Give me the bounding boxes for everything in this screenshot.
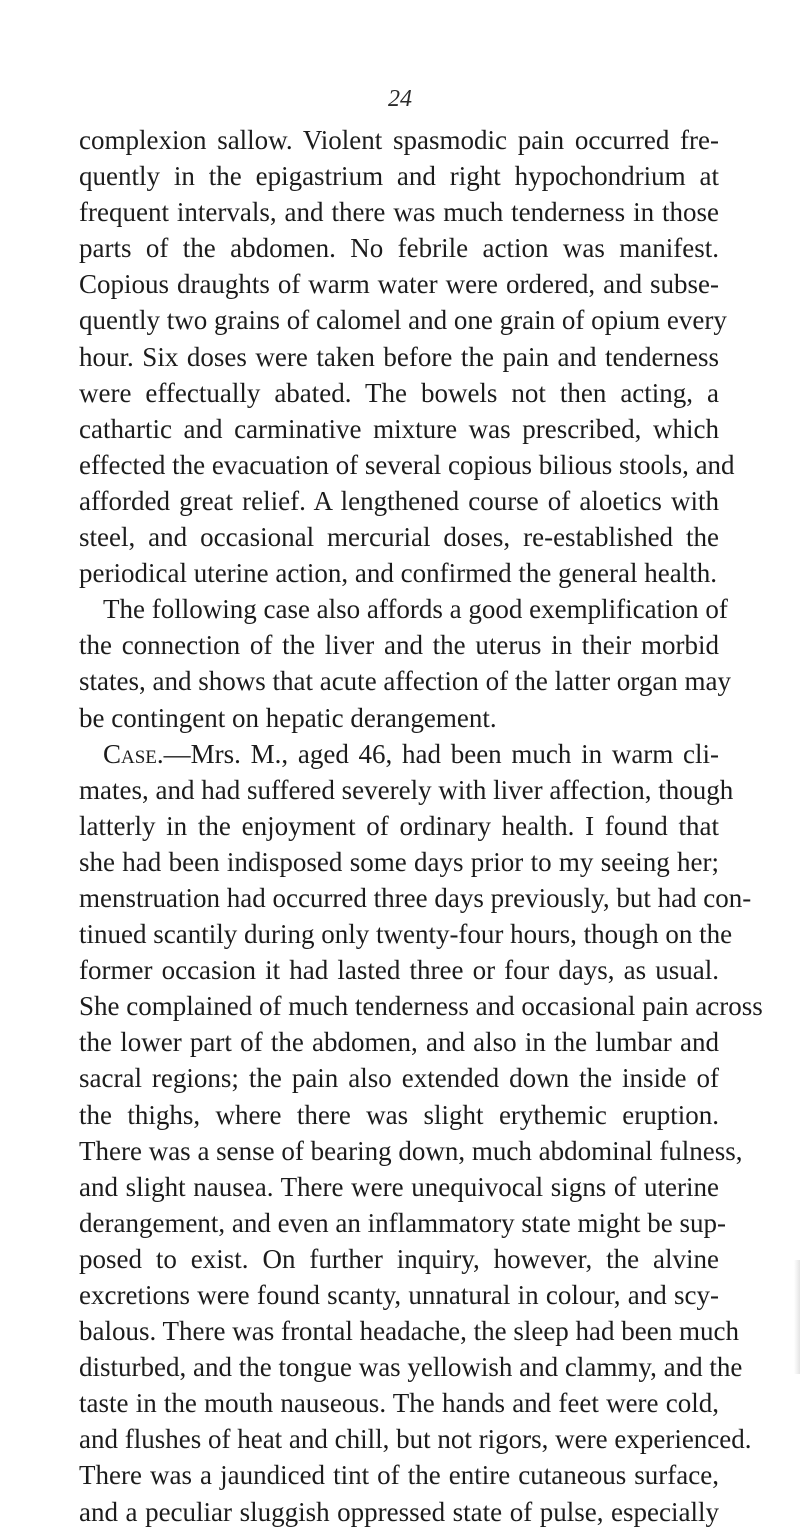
case-label: Case.	[103, 738, 164, 769]
text-line: and slight nausea. There were unequivocal signs of uterine	[79, 1171, 719, 1202]
text-line: former occasion it had lasted three or four days, as usual.	[79, 955, 719, 986]
text-line: and a peculiar sluggish oppressed state of pulse, especially	[79, 1496, 719, 1527]
text-line: She complained of much tenderness and occasional pain across	[79, 991, 763, 1022]
text-line: The following case also affords a good exemplification of	[103, 594, 728, 625]
page-edge-shadow	[794, 1260, 800, 1374]
text-line: complexion sallow. Violent spasmodic pain occurred fre-	[79, 125, 719, 155]
text-line: There was a sense of bearing down, much abdominal fulness,	[79, 1135, 743, 1166]
text-line: states, and shows that acute affection of the latter organ may	[79, 666, 732, 697]
text-line: disturbed, and the tongue was yellowish and clammy, and the	[79, 1352, 743, 1383]
text-line: taste in the mouth nauseous. The hands and feet were cold,	[79, 1388, 719, 1419]
text-line: cathartic and carminative mixture was prescribed, which	[79, 413, 719, 444]
text-line: and flushes of heat and chill, but not rigors, were experienced.	[79, 1424, 752, 1455]
text-line: sacral regions; the pain also extended down the inside of	[79, 1063, 719, 1094]
text-line: quently two grains of calomel and one grain of opium every	[79, 305, 727, 336]
text-line: excretions were found scanty, unnatural in colour, and scy-	[79, 1280, 719, 1310]
text-line: balous. There was frontal headache, the sleep had been much	[79, 1316, 739, 1347]
text-line: steel, and occasional mercurial doses, re-established the	[79, 522, 719, 553]
text-line: Copious draughts of warm water were ordered, and subse-	[79, 269, 719, 300]
text-line: menstruation had occurred three days previously, but had con-	[79, 882, 752, 913]
text-line: derangement, and even an inflammatory state might be sup-	[79, 1207, 727, 1238]
text-line: the connection of the liver and the uterus in their morbid	[79, 630, 719, 661]
text-line: periodical uterine action, and confirmed the general health.	[79, 558, 717, 589]
text-line: effected the evacuation of several copious bilious stools, and	[79, 449, 735, 480]
text-line: the lower part of the abdomen, and also in the lumbar and	[79, 1027, 719, 1058]
text-line: posed to exist. On further inquiry, however, the alvine	[79, 1243, 719, 1274]
text-line: be contingent on hepatic derangement.	[79, 702, 497, 733]
case-line-text: —Mrs. M., aged 46, had been much in warm cli-	[163, 738, 719, 769]
page-number: 24	[388, 86, 412, 112]
body-text	[79, 122, 763, 1530]
text-line: were effectually abated. The bowels not then acting, a	[79, 377, 719, 408]
text-line: latterly in the enjoyment of ordinary health. I found that	[79, 810, 719, 841]
text-line: parts of the abdomen. No febrile action was manifest.	[79, 233, 719, 264]
text-line: tinued scantily during only twenty-four hours, though on the	[79, 919, 733, 950]
text-line: hour. Six doses were taken before the pain and tenderness	[79, 341, 719, 372]
text-line: mates, and had suffered severely with liver affection, though	[79, 774, 734, 805]
text-line: she had been indisposed some days prior to my seeing her;	[79, 846, 719, 877]
text-line: quently in the epigastrium and right hypochondrium at	[79, 161, 719, 192]
text-line: frequent intervals, and there was much tenderness in those	[79, 197, 719, 228]
text-line: There was a jaundiced tint of the entire cutaneous surface,	[79, 1460, 719, 1491]
case-line	[79, 736, 719, 772]
text-line: the thighs, where there was slight erythemic eruption.	[79, 1099, 719, 1130]
text-line: afforded great relief. A lengthened course of aloetics with	[79, 485, 719, 516]
